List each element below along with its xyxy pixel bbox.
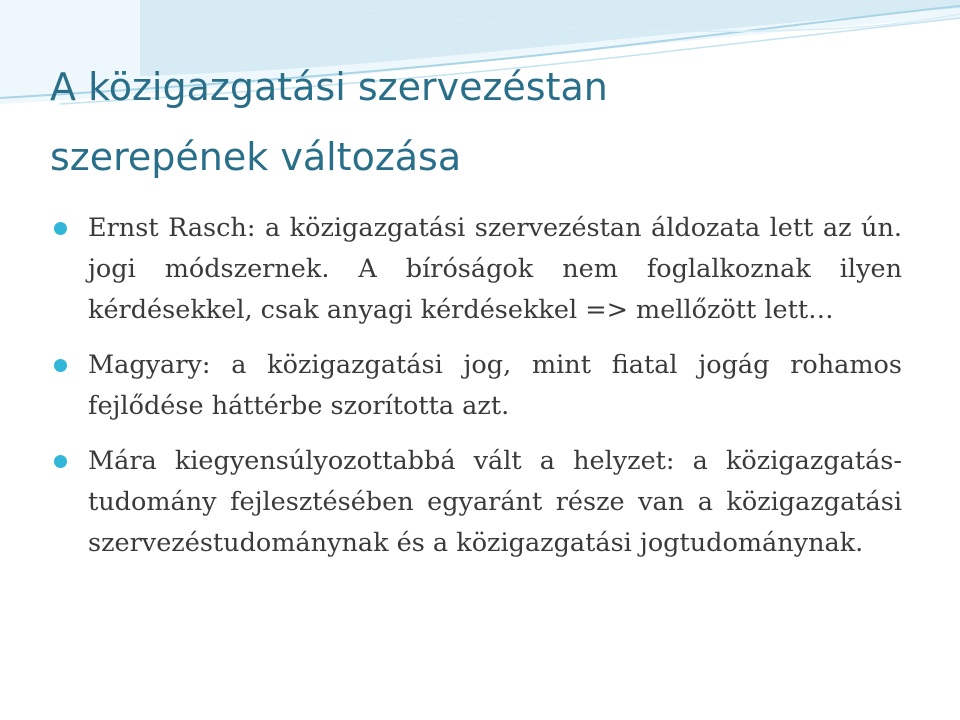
slide-title-line-2: szerepének változása	[50, 135, 462, 179]
slide-title	[50, 52, 930, 192]
bullet-text: Ernst Rasch: a közigazgatási szervezéstan áldozata lett az ún. jogi módszernek. A bíróságok nem foglalkoznak ilyen kérdésekkel, csak anyagi kérdésekkel => mellőzött lett…	[88, 213, 902, 325]
bullet-list	[50, 208, 902, 578]
bullet-item-rasch	[50, 208, 902, 331]
bullet-text: Magyary: a közigazgatási jog, mint fiatal jogág rohamos fejlődése háttérbe szorította azt.	[88, 350, 902, 421]
bullet-item-magyary	[50, 345, 902, 427]
bullet-dot-icon	[54, 455, 67, 468]
bullet-dot-icon	[54, 359, 67, 372]
bullet-dot-icon	[54, 222, 67, 235]
slide-title-line-1: A közigazgatási szervezéstan	[50, 65, 608, 109]
bullet-text: Mára kiegyensúlyozottabbá vált a helyzet: a közigazgatás-tudomány fejlesztésében egyaránt része van a közigazgatási szervezéstudománynak és a közigazgatási jogtudománynak.	[88, 446, 902, 558]
bullet-item-mara	[50, 441, 902, 564]
